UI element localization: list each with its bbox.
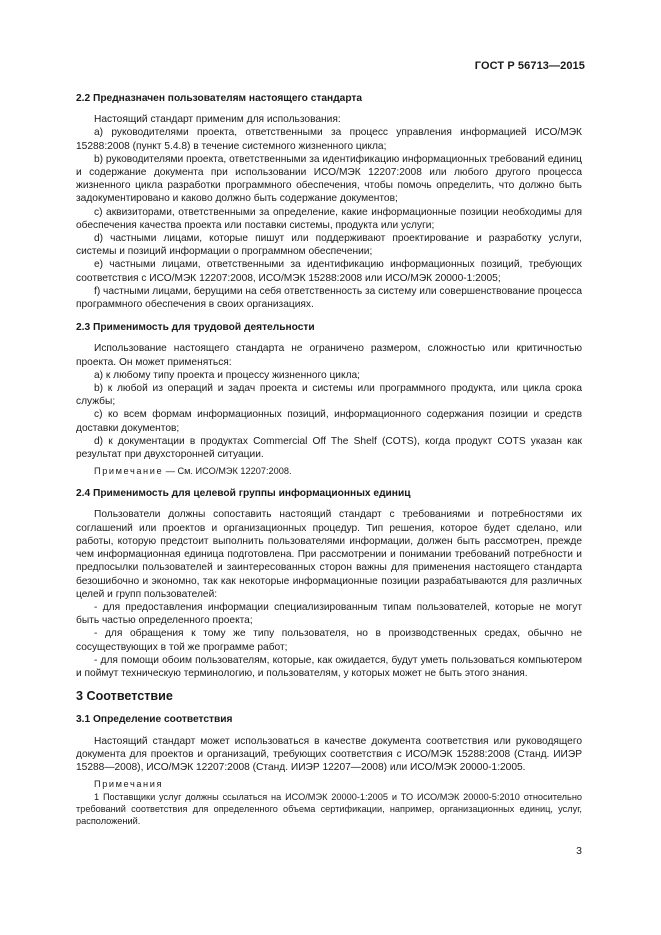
section-2-3-title: 2.3 Применимость для трудовой деятельности	[76, 322, 315, 334]
list-item: e) частными лицами, ответственными за идентификацию информационных позиций, требующих соответствия с ИСО/МЭК 12207:2008, ИСО/МЭК 15288:2008 или ИСО/МЭК 20000-1:2005;	[76, 259, 582, 284]
section-3-1-title: 3.1 Определение соответствия	[76, 714, 233, 726]
list-item: b) руководителями проекта, ответственными за идентификацию информационных требований единиц и содержание документа при использовании ИСО/МЭК 12207:2008 или любого другого процесса жизненного цикла разработки программного обеспечения, чтобы помочь определить, что должно быть задокументировано и каково должно быть содержание документов;	[76, 153, 582, 205]
section-2-4-intro: Пользователи должны сопоставить настоящий стандарт с требованиями и потребностями их соглашений или проектов и организационных процедур. Тип решения, которое будет сделано, или работы, которую предстоит выполнить пользователями информации, должен быть рассмотрен, прежде чем информационная единица подготовлена. При рассмотрении и понимании требований потребности и предпосылки пользователей и заинтересованных сторон важны для применения настоящего стандарта безошибочно и экономно, так как некоторые информационные позиции разрабатываются для различных целей и групп пользователей:	[76, 509, 582, 600]
section-2-3	[76, 321, 582, 477]
list-item: - для помощи обоим пользователям, которые, как ожидается, будут уметь пользоваться компьютером и поймут техническую терминологию, и пользователям, у которых может не быть этого знания.	[76, 654, 582, 679]
list-item: f) частными лицами, берущими на себя ответственность за систему или совершенствование процесса программного обеспечения в своих организациях.	[76, 285, 582, 311]
section-2-3-note	[76, 465, 582, 477]
section-3-title: 3 Соответствие	[76, 689, 173, 704]
page-number: 3	[576, 845, 582, 857]
list-item: - для обращения к тому же типу пользователя, но в производственных средах, обычно не сосуществующих в той же программе работ;	[76, 628, 582, 653]
list-item: - для предоставления информации специализированным типам пользователей, которые не могут быть частью определенного проекта;	[76, 601, 582, 627]
list-item: d) к документации в продуктах Commercial Off The Shelf (COTS), когда продукт COTS указан как результат при двухсторонней ситуации.	[76, 435, 582, 461]
document-body	[76, 92, 582, 827]
note-1: 1 Поставщики услуг должны ссылаться на ИСО/МЭК 20000-1:2005 и ТО ИСО/МЭК 20000-5:2010 относительно требований соответствия для определенного объема сертификации, например, организационных единиц, услуг, расположений.	[76, 792, 582, 827]
section-2-2-intro: Настоящий стандарт применим для использования:	[94, 114, 341, 126]
list-item: c) ко всем формам информационных позиций, информационного содержания позиции и средств доставки документов;	[76, 409, 582, 434]
section-2-4-title: 2.4 Применимость для целевой группы информационных единиц	[76, 488, 411, 500]
list-item: d) частными лицами, которые пишут или поддерживают проектирование и разработку услуги, системы и позиций информации о программном обеспечении;	[76, 233, 582, 258]
note-text: — См. ИСО/МЭК 12207:2008.	[163, 466, 292, 477]
section-3-1-text: Настоящий стандарт может использоваться в качестве документа соответствия или руководящего документа для проектов и организаций, требующих соответствия с ИСО/МЭК 15288:2008 (Станд. ИИЭР 15288—2008), ИСО/МЭК 12207:2008 (Станд. ИИЭР 12207—2008) или ИСО/МЭК 20000-1:2005.	[76, 735, 582, 773]
section-3	[76, 690, 582, 827]
section-2-2-title: 2.2 Предназначен пользователям настоящего стандарта	[76, 93, 363, 104]
notes-title: Примечания	[94, 779, 164, 790]
list-item: c) аквизиторами, ответственными за определение, какие информационные позиции необходимы для обеспечения качества проекта или поставки системы, продукта или услуги;	[76, 206, 582, 231]
section-2-3-intro: Использование настоящего стандарта не ограничено размером, сложностью или критичностью проекта. Он может применяться:	[76, 343, 582, 368]
note-label: Примечание	[94, 466, 164, 477]
section-2-4	[76, 487, 582, 680]
list-item: a) к любому типу проекта и процессу жизненного цикла;	[94, 369, 361, 381]
document-header: ГОСТ Р 56713—2015	[474, 60, 585, 72]
list-item: b) к любой из операций и задач проекта и системы или программного продукта, или цикла срока службы;	[76, 383, 582, 408]
list-item: a) руководителями проекта, ответственными за процесс управления информацией ИСО/МЭК 15288:2008 (пункт 5.4.8) в течение системного жизненного цикла;	[76, 127, 582, 152]
section-2-2	[76, 92, 582, 311]
